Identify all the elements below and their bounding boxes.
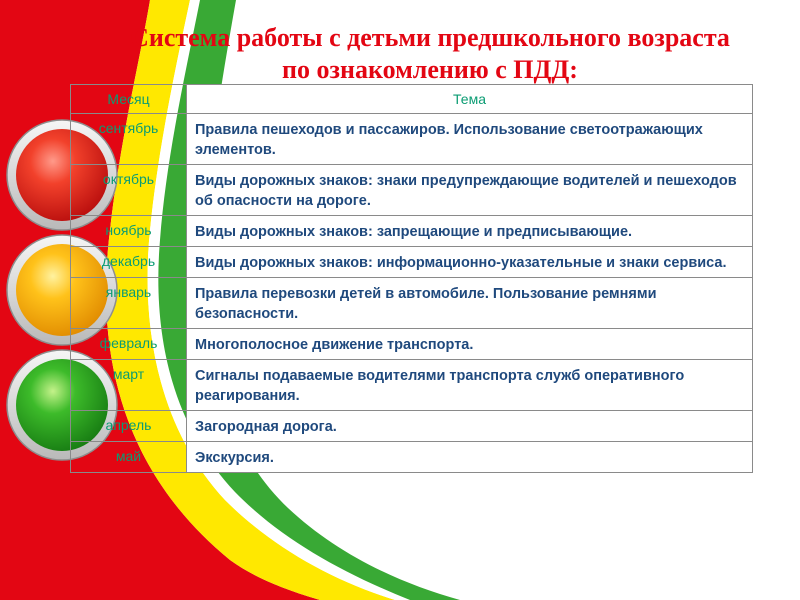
table-row xyxy=(71,278,753,329)
topic-cell: Правила перевозки детей в автомобиле. Пользование ремнями безопасности. xyxy=(187,278,753,329)
topic-cell: Виды дорожных знаков: информационно-указательные и знаки сервиса. xyxy=(187,247,753,278)
schedule-table xyxy=(70,84,753,473)
topic-cell: Виды дорожных знаков: запрещающие и предписывающие. xyxy=(187,216,753,247)
month-cell: май xyxy=(71,442,187,473)
slide-title: Система работы с детьми предшкольного возраста по ознакомлению с ПДД: xyxy=(130,23,730,84)
month-cell: январь xyxy=(71,278,187,329)
table-row xyxy=(71,360,753,411)
topic-cell: Сигналы подаваемые водителями транспорта служб оперативного реагирования. xyxy=(187,360,753,411)
month-cell: сентябрь xyxy=(71,114,187,165)
month-cell: март xyxy=(71,360,187,411)
topic-cell: Загородная дорога. xyxy=(187,411,753,442)
table-row xyxy=(71,216,753,247)
table-header-row xyxy=(71,85,753,114)
table-row xyxy=(71,329,753,360)
header-topic: Тема xyxy=(187,85,753,114)
table-row xyxy=(71,411,753,442)
table-row xyxy=(71,165,753,216)
topic-cell: Правила пешеходов и пассажиров. Использование светоотражающих элементов. xyxy=(187,114,753,165)
month-cell: апрель xyxy=(71,411,187,442)
table-row xyxy=(71,247,753,278)
month-cell: февраль xyxy=(71,329,187,360)
month-cell: декабрь xyxy=(71,247,187,278)
topic-cell: Виды дорожных знаков: знаки предупреждающие водителей и пешеходов об опасности на дороге. xyxy=(187,165,753,216)
table-row xyxy=(71,442,753,473)
header-month: Месяц xyxy=(71,85,187,114)
topic-cell: Экскурсия. xyxy=(187,442,753,473)
topic-cell: Многополосное движение транспорта. xyxy=(187,329,753,360)
table-body xyxy=(71,114,753,473)
table-row xyxy=(71,114,753,165)
month-cell: ноябрь xyxy=(71,216,187,247)
month-cell: октябрь xyxy=(71,165,187,216)
